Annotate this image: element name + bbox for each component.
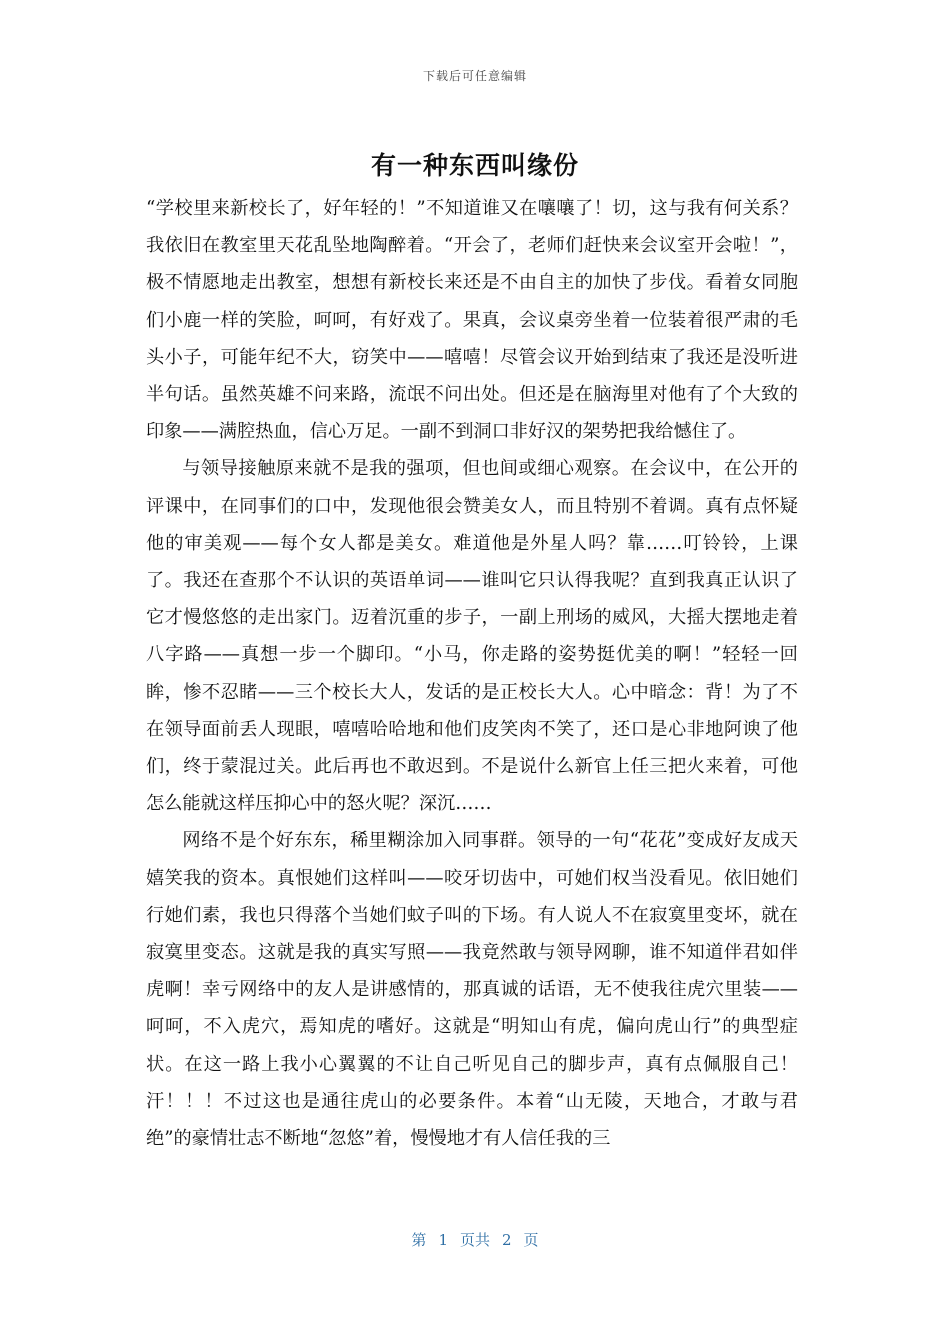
page-total: 2 [502,1231,512,1249]
page-prefix: 第 [411,1231,427,1249]
document-title: 有一种东西叫缘份 [370,151,579,180]
header-note: 下载后可任意编辑 [422,69,527,83]
paragraph-3: 网络不是个好东东，稀里糊涂加入同事群。领导的一句“花花”变成好友成天嬉笑我的资本。真恨她们这样叫——咬牙切齿中，可她们权当没看见。依旧她们行她们素，我也只得落个当她们蚊子叫的下场。有人说人不在寂寞里变坏，就在寂寞里变态。这就是我的真实写照——我竟然敢与领导网聊，谁不知道伴君如伴虎啊！幸亏网络中的友人是讲感情的，那真诚的话语，无不使我往虎穴里装——呵呵，不入虎穴，焉知虎的嗜好。这就是“明知山有虎，偏向虎山行”的典型症状。在这一路上我小心翼翼的不让自己听见自己的脚步声，真有点佩服自己！汗！！！不过这也是通往虎山的必要条件。本着“山无陵，天地合，才敢与君绝”的豪情壮志不断地“忽悠”着，慢慢地才有人信任我的三 [146,830,798,1150]
paragraph-1: “学校里来新校长了，好年轻的！”不知道谁又在嚷嚷了！切，这与我有何关系？我依旧在教室里天花乱坠地陶醉着。“开会了，老师们赶快来会议室开会啦！”，极不情愿地走出教室，想想有新校长来还是不由自主的加快了步伐。看着女同胞们小鹿一样的笑脸，呵呵，有好戏了。果真，会议桌旁坐着一位装着很严肃的毛头小子，可能年纪不大，窃笑中——嘻嘻！尽管会议开始到结束了我还是没听进半句话。虽然英雄不问来路，流氓不问出处。但还是在脑海里对他有了个大致的印象——满腔热血，信心万足。一副不到洞口非好汉的架势把我给憾住了。 [146,198,798,443]
document-body [146,190,798,1157]
page-footer [0,1229,950,1250]
page-suffix: 页 [523,1231,539,1249]
paragraph-2: 与领导接触原来就不是我的强项，但也间或细心观察。在会议中，在公开的评课中，在同事们的口中，发现他很会赞美女人，而且特别不着调。真有点怀疑他的审美观——每个女人都是美女。难道他是外星人吗？靠……叮铃铃，上课了。我还在查那个不认识的英语单词——谁叫它只认得我呢？直到我真正认识了它才慢悠悠的走出家门。迈着沉重的步子，一副上刑场的威风，大摇大摆地走着八字路——真想一步一个脚印。“小马，你走路的姿势挺优美的啊！”轻轻一回眸，惨不忍睹——三个校长大人，发话的是正校长大人。心中暗念：背！为了不在领导面前丢人现眼，嘻嘻哈哈地和他们皮笑肉不笑了，还口是心非地阿谀了他们，终于蒙混过关。此后再也不敢迟到。不是说什么新官上任三把火来着，可他怎么能就这样压抑心中的怒火呢？深沉…… [146,458,798,815]
page-number: 1 [438,1231,448,1249]
page-middle: 页共 [459,1231,490,1249]
